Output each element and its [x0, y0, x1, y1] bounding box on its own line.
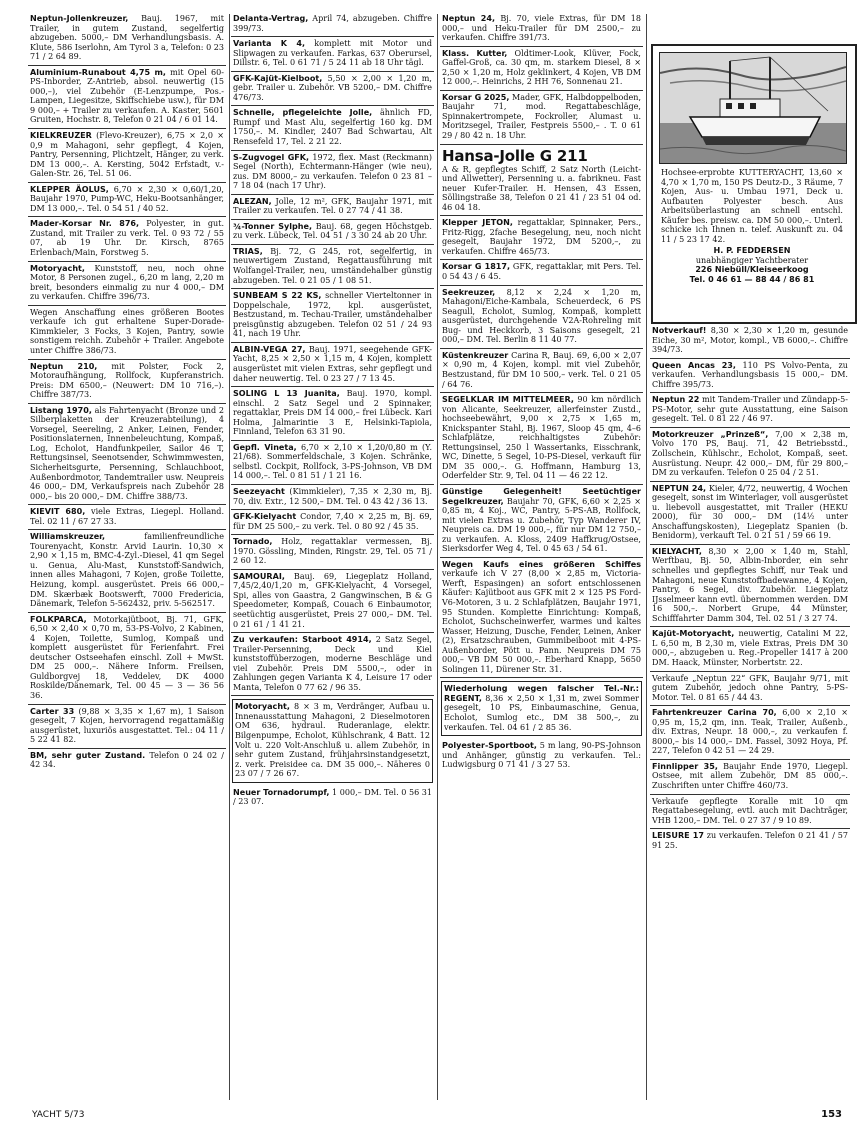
ad-headline: S-Zugvogel GFK, [233, 152, 310, 162]
photo-ad-text-block [661, 168, 843, 285]
classified-ad [440, 739, 643, 773]
ad-headline: Korsar G 2025, [442, 92, 510, 102]
classified-ad [231, 289, 434, 343]
column-divider [646, 14, 647, 1100]
classified-ad [28, 505, 226, 530]
classified-ad [231, 12, 434, 37]
ad-body: Bauj. 69, Liegeplatz Holland, 7,45/2,40/1,20 m, GFK-Kielyacht, 4 Vorsegel, Spi, alles von Gaastra, 2 Gangwinschen, B & G Speedometer, Kompaß, Couach 6 Einbaumotor, seetüchtig ausgerüstet, Preis 27 000,– DM. Tel. 0 21 61 / 1 41 21. [233, 571, 432, 629]
ad-headline: ALBIN-VEGA 27, [233, 344, 306, 354]
classified-ad [28, 404, 226, 505]
classified-ad [28, 129, 226, 183]
classified-ad [231, 633, 434, 696]
ad-body: 6,70 × 2,10 × 1,20/0,80 m (Y. 21/68). Sommerfeldschale, 3 Kojen. Schränke, selbstl. Cockpit, Rollfock, 3-PS-Johnson, VB DM 14 000,–. Tel. 0 81 51 / 1 21 16. [233, 442, 432, 481]
ad-headline: Aluminium-Runabout 4,75 m, [30, 67, 166, 77]
ad-body: mit Opel 60-PS-Inborder, Z-Antrieb, absol. neuwertig (15 000,–), viel Zubehör (E-Lenzpumpe, Pos.-Lampen, Liegesitze, Skiffschiebe usw.), für DM 9 000,– + Trailer zu verkaufen. A. Kaster, 5601 Gruiten, Hochstr. 8, Telefon 0 21 04 / 6 01 14. [30, 67, 224, 125]
ad-headline: Seezeyacht [233, 486, 285, 496]
ads-column-3 [440, 12, 643, 773]
seller-phone: Tel. 0 46 61 — 88 44 / 86 81 [689, 275, 815, 285]
ad-body: 6,70 × 2,30 × 0,60/1,20, Baujahr 1970, Pump-WC, Heku-Bootsanhänger, DM 13 000,–. Tel. 0 54 51 / 40 52. [30, 184, 224, 213]
ad-body: Baujahr Ende 1970, Liegepl. Ostsee, mit allem Zubehör, DM 85 000,–. Zuschriften unter Chiffre 460/73. [652, 761, 848, 790]
ad-body: 90 km nördlich von Alicante, Seekreuzer, allerfeinster Zustd., hochseebewährt, 9,00 × 2,75 × 1,65 m, Knickspanter Stahl, Bj. 1967, Sloop 45 qm, 4–6 Schlafplätze, reichhaltigstes Zubehör: Rettungsinsel, 250 l Wassertanks, Eisschrank, WC, Dinette, 5 Segel, 10-PS-Diesel, verkauft für DM 35 000,–. G. Hoffmann, Hamburg 13, Oderfelder Str. 9, Tel. 04 11 — 46 22 12. [442, 395, 641, 481]
ad-headline: Delanta-Vertrag, [233, 14, 309, 23]
ad-headline: Motorkreuzer „Prinzeß“, [652, 429, 769, 439]
ad-headline: Neptun 22 [652, 395, 700, 405]
ad-headline: KLEPPER ÄOLUS, [30, 184, 109, 194]
ad-body: 8,30 × 2,00 × 1,40 m, Stahl, Werftbau, Bj. 50, Albin-Inborder, ein sehr schnelles und gepflegtes Schiff, nur Teak und Mahagoni, neue Kunststoffbadewanne, 4 Kojen, Pantry, 6 Segel, div. Zubehör. Liegeplatz IJsselmeer kann evtl. übernommen werden. DM 16 500,–. Norbert Grupe, 44 Münster, Schifffahrter Damm 304, Tel. 02 51 / 3 27 74. [652, 546, 848, 623]
classified-ad [231, 535, 434, 570]
ad-body: 7,00 × 2,38 m, Volvo 170 PS, Bauj. 71, 42 Betriebsstd., Zollschein, Kühlschr., Echolot, Kompaß, seet. Ausrüstung. Neupr. 42 000,– DM, für 29 800,– DM zu verkaufen. Telefon 0 25 04 / 2 51. [652, 429, 848, 478]
ad-body: 1972, flex. Mast (Reckmann) Segel (North), Echtermann-Hänger (wie neu), zus. DM 8000,– zu verkaufen. Telefon 0 23 81 – 7 18 04 (nach 17 Uhr). [233, 152, 433, 191]
classified-ad [231, 106, 434, 150]
ad-headline: Motoryacht, [235, 702, 290, 712]
ad-headline: Notverkauf! [652, 326, 707, 335]
boat-photo-image [660, 53, 846, 163]
classified-ad [231, 220, 434, 245]
classified-ad [231, 343, 434, 387]
classified-ad [650, 795, 850, 830]
ad-headline: KIEVIT 680, [30, 507, 86, 517]
ad-body: Oldtimer-Look, Klüver, Fock, Gaffel-Groß, ca. 30 qm, m. starkem Diesel, 8 × 2,50 × 1,20 m, Holz geklinkert, 4 Kojen, VB DM 12 000,–. Heinrichs, 2 HH 76, Sonnenau 21. [442, 48, 641, 87]
classified-ad [440, 393, 643, 485]
ad-headline: ¾-Tonner Sylphe, [233, 221, 313, 231]
ad-body: Bj. 72, G 245, rot, segelfertig, in neuwertigem Zustand, Regattausführung mit Wolfangel-Trailer, neu, umständehalber günstig abzugeben. Tel. 0 21 05 / 1 08 51. [233, 246, 432, 285]
classified-ad [28, 12, 226, 66]
ad-body: (Kimmkieler), 7,35 × 2,30 m, Bj. 70, div. Extr., 12 500,– DM. Tel. 0 43 42 / 36 13. [233, 486, 432, 506]
classified-ad [441, 681, 642, 736]
ad-headline: Seekreuzer, [442, 287, 496, 297]
classified-ad [28, 183, 226, 218]
classified-ad [650, 672, 850, 707]
classified-ad [231, 195, 434, 220]
ad-headline: Zu verkaufen: Starboot 4914, [233, 635, 372, 645]
classified-ad [231, 387, 434, 441]
classified-ad [440, 145, 643, 217]
ad-body: Condor, 7,40 × 2,25 m, Bj. 69, für DM 25 500,– zu verk. Tel. 0 80 92 / 45 35. [233, 512, 432, 531]
classified-ad [231, 510, 434, 535]
ad-body: Carina R, Bauj. 69, 6,00 × 2,07 × 0,90 m, 4 Kojen, kompl. mit viel Zubehör, Bestzustand, für DM 10 500,– verk. Tel. 0 21 05 / 64 76. [442, 350, 641, 389]
seller-name: H. P. FEDDERSEN [713, 246, 791, 256]
boat-photo [659, 52, 847, 164]
ad-body: (Flevo-Kreuzer), 6,75 × 2,0 × 0,9 m Mahagoni, sehr gepflegt, 4 Kojen, Pantry, Persenning, Plichtzelt, Hänger, zu verk. DM 13 000,–. A. Kersting, 5042 Erfstadt, v.-Galen-Str. 26, Tel. 51 06. [30, 131, 224, 179]
ad-body: 2 Satz Segel, Trailer-Persenning, Deck und Kiel kunststoffüberzogen, moderne Beschläge und viel Zubehör. Preis DM 5500,–, oder in Zahlungen gegen Varianta K 4, Leisure 17 oder Manta, Telefon 0 77 62 / 96 35. [233, 635, 432, 692]
classified-ad [231, 151, 434, 195]
ad-headline: Schnelle, pflegeleichte Jolle, [233, 108, 373, 118]
ad-body: zu verkaufen. Telefon 0 21 41 / 57 91 25. [652, 831, 848, 850]
ad-headline: Günstige Gelegenheit! Seetüchtiger Segelkreuzer, [442, 486, 641, 506]
classified-ad [28, 66, 226, 129]
classified-ad [231, 245, 434, 289]
classified-ad [28, 360, 226, 404]
classified-ad [650, 627, 850, 671]
classified-ad [650, 706, 850, 760]
ad-headline: SOLING L 13 Juanita, [233, 389, 340, 399]
ad-headline: Fahrtenkreuzer Carina 70, [652, 708, 777, 718]
classified-ad [231, 37, 434, 72]
ad-headline: Listang 1970, [30, 405, 92, 415]
ad-body: 8,12 × 2,24 × 1,20 m, Mahagoni/Eiche-Kambala, Scheuerdeck, 6 PS Seagull, Echolot, Sumlog, Kompaß, komplett ausgerüstet, durchgehende V2A-Rohreling mit Bug- und Heckkorb, 3 Saisons gesegelt, 21 000,– DM. Tel. Berlin 8 11 40 77. [442, 287, 641, 345]
ad-body: viele Extras, Liegepl. Holland. Tel. 02 11 / 67 27 33. [30, 507, 225, 526]
ad-headline: Carter 33 [30, 706, 75, 716]
classified-ad [28, 705, 226, 749]
ad-body: 8,36 × 2,50 × 1,31 m, zwei Sommer gesegelt, 10 PS, Einbaumaschine, Genua, Echolot, Sumlog etc., DM 38 500,–, zu verkaufen. Tel. 04 61 / 2 85 36. [444, 693, 639, 732]
ad-headline: Küstenkreuzer [442, 350, 509, 360]
classified-ad [650, 324, 850, 359]
kutteryacht-photo-ad [651, 44, 857, 324]
ad-body: Telefon 0 24 02 / 42 34. [30, 750, 224, 770]
ad-body: Jolle, 12 m², GFK, Baujahr 1971, mit Trailer zu verkaufen. Tel. 0 27 74 / 41 38. [233, 196, 432, 216]
ad-body: regattaklar, Spinnaker, Pers., Fritz-Rigg, 2fache Besegelung, neu, noch nicht gesegelt, Baujahr 1972, DM 5200,–, zu verkaufen. Chiffre 465/73. [442, 218, 642, 256]
ad-headline: Polyester-Sportboot, [442, 741, 537, 751]
ad-body: Bauj. 1967, mit Trailer, in gutem Zustand, segelfertig abzugeben. 5000,– DM Verhandlungsbasis. A. Klute, 586 Iserlohn, Am Tyrol 3 a, Telefon: 0 23 71 / 2 64 89. [30, 14, 224, 62]
ad-headline: Neuer Tornadorumpf, [233, 787, 330, 797]
ad-headline: Williamskreuzer, [30, 532, 106, 542]
classified-ad [28, 613, 226, 705]
ad-body: 6,00 × 2,10 × 0,95 m, 15,2 qm, inn. Teak, Trailer, Außenb., div. Extras, Neupr. 18 000,–, zu verkaufen f. 8000,– bis 14 000,– DM. Fassel, 3092 Hoya, Pf. 227, Telefon 0 42 51 — 24 29. [652, 708, 848, 756]
classified-ad [440, 91, 643, 145]
ad-body: 1 000,– DM. Tel. 0 56 31 / 23 07. [233, 787, 432, 807]
ad-body: Verkaufe „Neptun 22“ GFK, Baujahr 9/71, mit gutem Zubehör, jedoch ohne Pantry, 5-PS-Motor. Tel. 0 81 65 / 44 43. [652, 673, 848, 702]
ad-body: 8 × 3 m, Verdränger, Aufbau u. Innenausstattung Mahagoni, 2 Dieselmotoren OM 636, hydraul. Ruderanlage, elektr. Bilgenpumpe, Echolot, Kühlschrank, 4 Batt. 12 Volt u. 220 Volt-Anschluß u. allem Zubehör, in sehr gutem Zustand, frühjahrsinstandgesetzt, z. verk. Preisidee ca. DM 35 000,–. Näheres 0 23 07 / 7 26 67. [235, 702, 430, 779]
ad-body: A & R, gepflegtes Schiff, 2 Satz North (Leicht- und Allwetter), Persenning u. a. fabrikneu. Fast neuer Kufer-Trailer. H. Hensen, 43 Essen, Söllingstraße 38, Telefon 0 21 41 / 23 51 04 od. 46 04 18. [442, 164, 641, 212]
ad-headline: Klepper JETON, [442, 218, 513, 228]
classified-ad [650, 545, 850, 627]
ad-body: GFK, regattaklar, mit Pers. Tel. 0 54 43 / 6 45. [442, 262, 641, 282]
ad-headline: ALEZAN, [233, 196, 272, 206]
classified-ad [28, 530, 226, 612]
classified-ad [650, 359, 850, 394]
ad-body: familienfreundliche Tourenyacht, Konstr. Arvid Laurin. 10,30 × 2,90 × 1,15 m, BMC-4-Zyl.-Diesel, 41 qm Segel u. Genua, Alu-Mast, Kunststoff-Sandwich, innen alles Mahagoni, 7 Kojen, große Toilette, Heizung, kompl. ausgerüstet. Preis 66 000,– DM. Skærbæk Bootswerft, 7000 Fredericia, Dänemark, Telefon 5-562432, priv. 5-562517. [30, 532, 224, 609]
ad-headline: SAMOURAI, [233, 571, 285, 581]
ad-headline: Kajüt-Motoryacht, [652, 629, 735, 639]
ad-headline: NEPTUN 24, [652, 483, 707, 493]
ad-body: schneller Vierteltonner in Doppelschale, 1972, kpl. ausgerüstet, Bestzustand, m. Techau-Trailer, umständehalber preisgünstig abzugeben. Telefon 02 51 / 24 93 41, nach 19 Uhr. [233, 291, 432, 339]
classified-ad [231, 72, 434, 107]
column-divider [437, 14, 438, 1100]
ad-headline: Mader-Korsar Nr. 876, [30, 219, 140, 229]
ad-body: Mader, GFK, Halbdoppelboden, Baujahr 71, mod. Regattabeschläge, Spinnakertrompete, Fockroller, Alumast u. Moritzsegel, Trailer, Festpreis 5500,– . T. 0 61 29 / 80 42 n. 18 Uhr. [442, 92, 642, 141]
ad-headline: Motoryacht, [30, 263, 85, 273]
classified-ad [231, 485, 434, 510]
seller-subtitle: unabhängiger Yachtberater [695, 255, 809, 265]
ad-body: Baujahr 70, GFK, 6,60 × 2,25 × 0,85 m, 4 Koj., WC, Pantry, 5-PS-AB, Rollfock, mit vielen Extras u. Zubehör, Typ Wanderer IV, Neupreis ca. DM 19 000,–, für nur DM 12 750,– zu verkaufen. A. Kloss, 2409 Haffkrug/Ostsee, Sierksdorfer Weg 4, Tel. 0 45 63 / 54 61. [442, 496, 641, 554]
ad-headline: SEGELKLAR IM MITTELMEER, [442, 395, 574, 405]
ad-headline: SUNBEAM S 22 KS, [233, 291, 322, 301]
ad-body: 110 PS Volvo-Penta, zu verkaufen. Verhandlungsbasis 15 000,– DM. Chiffre 395/73. [652, 360, 848, 389]
ad-headline: Neptun 24, [442, 14, 496, 23]
classified-ad [650, 760, 850, 795]
classified-ad [28, 749, 226, 773]
ad-body: mit Tandem-Trailer und Zündapp-5-PS-Motor, sehr gute Ausstattung, eine Saison gesegelt. Tel. 0 81 22 / 46 97. [652, 395, 848, 424]
classified-ad [232, 699, 433, 782]
classified-ad [440, 558, 643, 679]
classified-ad [440, 286, 643, 349]
classified-ad [440, 260, 643, 285]
ad-body: mit Polster, Fock 2, Motoraufhängung, Rollfock, Kupferanstrich. Preis: DM 6500,– (Neuwert: DM 10 716,–). Chiffre 387/73. [30, 361, 224, 400]
classified-ad [28, 217, 226, 261]
ad-body: als Fahrtenyacht (Bronze und 2 Silberplaketten der Kreuzerabteilung), 4 Vorsegel, Seereling, 2 Anker, Leinen, Fender, Positionslaternen, Innenbeleuchtung, Kompaß, Log, Echolot, Handfunkpeiler, Sailor 46 T, Rettungsinsel, Seenotsender, Schwimmwesten, Sicherheitsgurte, Persenning, Schlauchboot, Außenbordmotor, Tandemtrailer usw. Neupreis 46 000,– DM, Verkaufspreis nach Zubehör 28 000,– bis 20 000,– DM. Chiffre 388/73. [30, 405, 224, 501]
ad-headline: Tornado, [233, 537, 273, 547]
classified-ad [231, 441, 434, 485]
ad-body: 8,30 × 2,30 × 1,20 m, gesunde Eiche, 30 m², Motor, kompl., VB 6000,–. Chiffre 394/73. [652, 326, 848, 355]
ad-body: Bauj. 68, gegen Höchstgeb. zu verk. Lübeck, Tel. 04 51 / 3 30 24 ab 20 Uhr. [233, 221, 432, 241]
ad-headline: Queen Ancas 23, [652, 360, 736, 370]
classified-ad [440, 12, 643, 47]
ad-body: April 74, abzugeben. Chiffre 399/73. [233, 14, 432, 33]
ads-column-4 [650, 324, 850, 853]
ad-body: neuwertig, Catalini M 22, L 6,50 m, B 2,30 m, viele Extras, Preis DM 30 000,–, abzugeben u. Reg.-Propeller 1417 à 200 DM. Haack, Münster, Norbertstr. 22. [652, 629, 848, 667]
ad-body: Bj. 70, viele Extras, für DM 18 000,– und Heku-Trailer für DM 2500,– zu verkaufen. Chiffre 391/73. [442, 14, 641, 43]
classified-ad [231, 786, 434, 810]
ad-headline: Varianta K 4, [233, 39, 306, 49]
seller-address: 226 Niebüll/Kleiseerkoog [695, 265, 809, 275]
ad-headline: BM, sehr guter Zustand. [30, 750, 146, 760]
footer-issue: YACHT 5/73 [32, 1110, 85, 1120]
page-number: 153 [821, 1109, 842, 1120]
column-divider [229, 14, 230, 1100]
ad-body: Polyester, in gut. Zustand, mit Trailer zu verk. Tel. 0 93 72 / 55 07, ab 19 Uhr. Dr. Kirsch, 8765 Erlenbach/Main, Forstweg 5. [30, 219, 225, 258]
classified-ad [440, 485, 643, 558]
ad-body: Motorkajütboot, Bj. 71, GFK, 6,50 × 2,40 × 0,70 m, 53-PS-Volvo, 2 Kabinen, 4 Kojen, Toilette, Sumlog, Kompaß und komplett ausgerüstet für Ferienfahrt. Frei deutscher Ostseehafen einschl. Zoll + MwSt. DM 25 000,–. Nähere Inform. Freilsen, Guldborgvej 18, Veddelev, DK 4000 Roskilde/Dänemark, Tel. 00 45 — 3 — 36 56 36. [30, 614, 224, 700]
ad-headline: Gepfl. Vineta, [233, 442, 297, 452]
classified-ad [440, 216, 643, 260]
ad-body: 5 m lang, 90-PS-Johnson und Anhänger, günstig zu verkaufen. Tel.: Ludwigsburg 0 71 41 / 3 27 53. [442, 741, 641, 770]
ad-headline: GFK-Kielyacht [233, 512, 297, 522]
ad-headline: GFK-Kajüt-Kielboot, [233, 73, 323, 83]
ad-headline: Wiederholung wegen falscher Tel.-Nr.: REGENT, [444, 684, 639, 703]
ad-body: (9,88 × 3,35 × 1,67 m), 1 Saison gesegelt, 7 Kojen, hervorragend regattamäßig ausgerüstet, luxuriös ausgestattet. Tel.: 04 11 / 5 22 41 82. [30, 706, 225, 745]
ad-headline: Finnlipper 35, [652, 761, 718, 771]
ad-body: 5,50 × 2,00 × 1,20 m, gebr. Trailer u. Zubehör. VB 5200,– DM. Chiffre 476/73. [233, 73, 432, 102]
ad-headline: FOLKPARCA, [30, 614, 87, 624]
ad-headline: KIELYACHT, [652, 546, 702, 556]
ad-body: ähnlich FD, Rumpf und Mast Alu, segelfertig 160 kg. DM 1750,–. M. Kindler, 2407 Bad Schwartau, Alt Rensefeld 17, Tel. 2 21 22. [233, 108, 432, 147]
photo-ad-text: Hochsee-erprobte KUTTERYACHT, 13,60 × 4,70 × 1,70 m, 150 PS Deutz-D., 3 Räume, 7 Kojen, Aus- u. Umbau 1971, Deck u. Aufbauten Polyester besch. Aus Arbeitsüberlastung an schnell entschl. Käufer bes. preisw. ca. DM 50 000,–. Unterl. schicke ich Ihnen n. telef. Auskunft zu. 04 11 / 5 23 17 42. [661, 168, 843, 244]
ad-body: Kieler, 4/72, neuwertig, 4 Wochen gesegelt, sonst im Winterlager, voll ausgerüstet u. liebevoll ausgestattet, mit Trailer (HEKU 2000), für 30 000,– DM (14½ unter Anschaffungskosten), Liegeplatz Spanien (b. Benidorm), verkauft Tel. 0 21 51 / 59 66 19. [652, 483, 848, 541]
ad-headline: Korsar G 1817, [442, 262, 511, 272]
ads-column-2 [231, 12, 434, 810]
ad-headline: Neptun-Jollenkreuzer, [30, 14, 129, 23]
ad-body: Kunststoff, neu, noch ohne Motor, 8 Personen zugel., 6,20 m lang, 2,20 m breit, besonders einmalig zu nur 4 000,– DM zu verkaufen. Chiffre 396/73. [30, 263, 224, 302]
ad-headline: KIELKREUZER [30, 131, 92, 141]
ad-body: Wegen Anschaffung eines größeren Bootes verkaufe ich gut erhaltene Super-Dorade-Kimmkieler, 3 Focks, 3 Kojen, Pantry, sowie sonstigem reichh. Zubehör + Trailer. Angebote unter Chiffre 386/73. [30, 307, 224, 355]
ad-headline: Neptun 210, [30, 361, 98, 371]
classified-ad [28, 262, 226, 306]
ad-body: Verkaufe gepflegte Koralle mit 10 qm Regattabesegelung, evtl. auch mit Dachträger, VHB 1200,– DM. Tel. 0 27 37 / 9 10 89. [652, 796, 848, 825]
ad-headline: Wegen Kaufs eines größeren Schiffes [442, 559, 641, 569]
ad-headline: LEISURE 17 [652, 831, 704, 841]
classified-ad [231, 570, 434, 633]
ads-column-1 [28, 12, 226, 773]
classified-ad [650, 393, 850, 428]
classified-ad [440, 47, 643, 91]
ad-headline: TRIAS, [233, 246, 263, 256]
ad-headline: Hansa-Jolle G 211 [442, 146, 588, 165]
classified-ad [440, 349, 643, 393]
ad-body: verkaufe ich V 27 (8,00 × 2,85 m, Victoria-Werft, Espasingen) an sofort entschlossenen Käufer: Kajütboot aus GFK mit 2 × 125 PS Ford-V6-Motoren, 3 u. 2 Schlafplätzen, Baujahr 1971, 95 Stunden. Komplette Einrichtung: Kompaß, Echolot, Suchscheinwerfer, warmes und kaltes Wasser, Heizung, Dusche, Fender, Leinen, Anker (2), Ersatzschrauben, Gummibeiboot mit 4-PS-Außenborder, Pött u. Pann. Neupreis DM 75 000,– VB DM 50 000,–. Eberhard Knapp, 5650 Solingen 11, Dürener Str. 31. [442, 569, 641, 674]
ad-body: Bauj. 1971, seegehende GFK-Yacht, 8,25 × 2,50 × 1,15 m, 4 Kojen, komplett ausgerüstet mit vielen Extras, sehr gepflegt und daher neuwertig. Tel. 0 23 27 / 7 13 45. [233, 344, 432, 383]
classified-ad [28, 306, 226, 360]
classified-ad [650, 829, 850, 853]
ad-body: komplett mit Motor und Slipwagen zu verkaufen. Farkas, 637 Oberursel, Dillstr. 6, Tel. 0 61 71 / 5 24 11 ab 18 Uhr tägl. [233, 39, 433, 68]
classified-ad [650, 482, 850, 545]
classified-ad [650, 428, 850, 482]
ad-body: Bauj. 1970, kompl. einschl. 2 Satz Segel und 2 Spinnaker, regattaklar, Preis DM 14 000,– frei Lübeck. Kari Holma, Jalmarintie 3 E, Helsinki-Tapiola, Finnland, Telefon 63 31 90. [233, 389, 432, 437]
ad-headline: Klass. Kutter, [442, 48, 508, 58]
ad-body: Holz, regattaklar vermessen, Bj. 1970. Gössling, Minden, Ringstr. 29, Tel. 05 71 / 2 60 12. [233, 537, 432, 566]
